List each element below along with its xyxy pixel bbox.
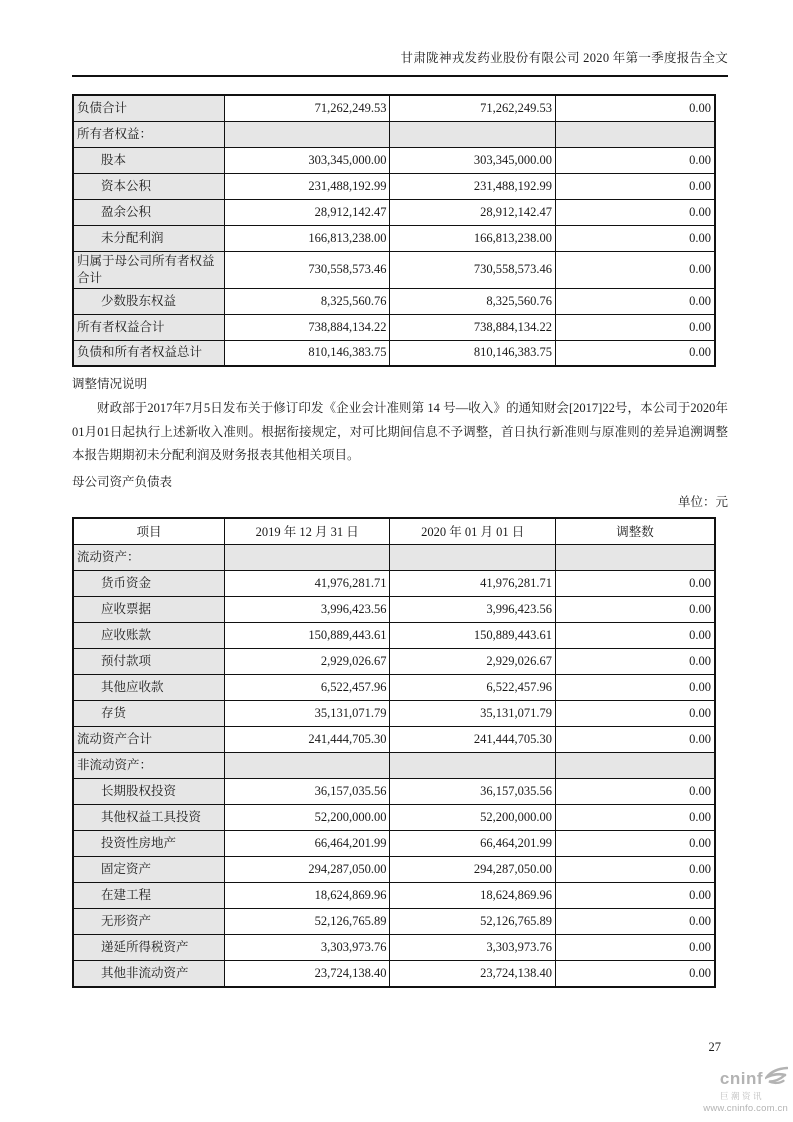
value-cell: 18,624,869.96: [390, 883, 556, 909]
value-cell: 23,724,138.40: [390, 961, 556, 987]
value-cell: 241,444,705.30: [390, 727, 556, 753]
value-cell: 0.00: [555, 935, 715, 961]
value-cell: 0.00: [555, 225, 715, 251]
value-cell: 0.00: [555, 173, 715, 199]
value-cell: 8,325,560.76: [390, 288, 556, 314]
value-cell: [390, 121, 556, 147]
value-cell: 52,200,000.00: [390, 805, 556, 831]
row-label: 投资性房地产: [73, 831, 224, 857]
value-cell: 810,146,383.75: [224, 340, 390, 366]
value-cell: 0.00: [555, 623, 715, 649]
value-cell: 35,131,071.79: [224, 701, 390, 727]
value-cell: 0.00: [555, 571, 715, 597]
column-header: 调整数: [555, 518, 715, 545]
table-row: [73, 649, 715, 675]
row-label: 其他应收款: [73, 675, 224, 701]
row-label: 其他非流动资产: [73, 961, 224, 987]
table-row: [73, 623, 715, 649]
row-label: 货币资金: [73, 571, 224, 597]
value-cell: 36,157,035.56: [224, 779, 390, 805]
row-label: 非流动资产：: [73, 753, 224, 779]
value-cell: 2,929,026.67: [390, 649, 556, 675]
table-row: [73, 288, 715, 314]
row-label: 存货: [73, 701, 224, 727]
row-label: 负债合计: [73, 95, 224, 121]
table-row: [73, 727, 715, 753]
table-row: [73, 314, 715, 340]
value-cell: 23,724,138.40: [224, 961, 390, 987]
value-cell: 0.00: [555, 314, 715, 340]
adjustment-note-paragraph: 财政部于2017年7月5日发布关于修订印发《企业会计准则第 14 号—收入》的通知财会[2017]22号，本公司于2020年01月01日起执行上述新收入准则。根据衔接规定，对可比期间信息不予调整，首日执行新准则与原准则的差异追溯调整本报告期期初未分配利润及财务报表其他相关项目。: [72, 401, 728, 462]
value-cell: 28,912,142.47: [390, 199, 556, 225]
value-cell: [224, 753, 390, 779]
table-row: [73, 199, 715, 225]
value-cell: 0.00: [555, 147, 715, 173]
row-label: 所有者权益合计: [73, 314, 224, 340]
table-row: [73, 935, 715, 961]
row-label: 流动资产合计: [73, 727, 224, 753]
table-row: [73, 225, 715, 251]
row-label: 其他权益工具投资: [73, 805, 224, 831]
cninfo-logo-text: cninf: [719, 1068, 763, 1088]
table-row: [73, 173, 715, 199]
parent-balance-sheet-body: [73, 545, 715, 987]
table-row: [73, 571, 715, 597]
value-cell: 150,889,443.61: [224, 623, 390, 649]
row-label: 归属于母公司所有者权益合计: [73, 251, 224, 288]
page-number: 27: [708, 1040, 721, 1054]
value-cell: 0.00: [555, 675, 715, 701]
table-row: [73, 779, 715, 805]
adjustment-note-title: 调整情况说明: [72, 377, 148, 391]
value-cell: 0.00: [555, 340, 715, 366]
value-cell: 294,287,050.00: [390, 857, 556, 883]
value-cell: 0.00: [555, 779, 715, 805]
value-cell: 0.00: [555, 805, 715, 831]
value-cell: 41,976,281.71: [224, 571, 390, 597]
row-label: 预付款项: [73, 649, 224, 675]
cninfo-logo-url: www.cninfo.com.cn: [703, 1102, 788, 1114]
cninfo-logo-subtitle: 巨潮资讯: [719, 1091, 764, 1101]
unit-label: 单位：元: [677, 494, 728, 509]
value-cell: 8,325,560.76: [224, 288, 390, 314]
report-header-title: 甘肃陇神戎发药业股份有限公司 2020 年第一季度报告全文: [400, 51, 728, 65]
value-cell: 0.00: [555, 909, 715, 935]
parent-balance-sheet-table: [72, 517, 716, 988]
value-cell: 52,126,765.89: [390, 909, 556, 935]
value-cell: 303,345,000.00: [390, 147, 556, 173]
value-cell: 294,287,050.00: [224, 857, 390, 883]
row-label: 流动资产：: [73, 545, 224, 571]
value-cell: 52,200,000.00: [224, 805, 390, 831]
value-cell: [390, 545, 556, 571]
value-cell: 150,889,443.61: [390, 623, 556, 649]
value-cell: [555, 121, 715, 147]
value-cell: 3,996,423.56: [390, 597, 556, 623]
cninfo-swirl-icon: [765, 1066, 788, 1090]
table-row: [73, 961, 715, 987]
value-cell: 0.00: [555, 649, 715, 675]
value-cell: 71,262,249.53: [224, 95, 390, 121]
parent-balance-sheet-title: 母公司资产负债表: [72, 474, 173, 489]
value-cell: 0.00: [555, 95, 715, 121]
value-cell: 0.00: [555, 727, 715, 753]
value-cell: 738,884,134.22: [224, 314, 390, 340]
cninfo-logo: [703, 1066, 788, 1113]
value-cell: 0.00: [555, 288, 715, 314]
consolidated-balance-sheet-body: [73, 95, 715, 366]
column-header: 项目: [73, 518, 224, 545]
row-label: 所有者权益：: [73, 121, 224, 147]
table-row: [73, 805, 715, 831]
value-cell: 810,146,383.75: [390, 340, 556, 366]
table-row: [73, 883, 715, 909]
value-cell: 66,464,201.99: [224, 831, 390, 857]
column-header: 2020 年 01 月 01 日: [390, 518, 556, 545]
row-label: 应收票据: [73, 597, 224, 623]
row-label: 应收账款: [73, 623, 224, 649]
value-cell: [224, 121, 390, 147]
value-cell: 241,444,705.30: [224, 727, 390, 753]
cninfo-logo-row: [703, 1066, 788, 1090]
row-label: 固定资产: [73, 857, 224, 883]
value-cell: 6,522,457.96: [390, 675, 556, 701]
section-row: [73, 753, 715, 779]
value-cell: [555, 545, 715, 571]
consolidated-balance-sheet-table: [72, 94, 716, 367]
table-row: [73, 701, 715, 727]
value-cell: 41,976,281.71: [390, 571, 556, 597]
table-row: [73, 857, 715, 883]
value-cell: [390, 753, 556, 779]
value-cell: 6,522,457.96: [224, 675, 390, 701]
value-cell: 730,558,573.46: [224, 251, 390, 288]
value-cell: [224, 545, 390, 571]
row-label: 无形资产: [73, 909, 224, 935]
value-cell: 3,996,423.56: [224, 597, 390, 623]
value-cell: 0.00: [555, 597, 715, 623]
table-row: [73, 675, 715, 701]
section-row: [73, 545, 715, 571]
value-cell: 18,624,869.96: [224, 883, 390, 909]
value-cell: 35,131,071.79: [390, 701, 556, 727]
value-cell: 166,813,238.00: [224, 225, 390, 251]
value-cell: 3,303,973.76: [390, 935, 556, 961]
value-cell: 0.00: [555, 251, 715, 288]
header-divider: [72, 75, 728, 77]
row-label: 股本: [73, 147, 224, 173]
value-cell: 231,488,192.99: [390, 173, 556, 199]
row-label: 少数股东权益: [73, 288, 224, 314]
value-cell: 0.00: [555, 857, 715, 883]
table-row: [73, 251, 715, 288]
value-cell: 28,912,142.47: [224, 199, 390, 225]
row-label: 递延所得税资产: [73, 935, 224, 961]
column-header: 2019 年 12 月 31 日: [224, 518, 390, 545]
table-row: [73, 909, 715, 935]
row-label: 长期股权投资: [73, 779, 224, 805]
table-row: [73, 147, 715, 173]
value-cell: 71,262,249.53: [390, 95, 556, 121]
row-label: 盈余公积: [73, 199, 224, 225]
row-label: 在建工程: [73, 883, 224, 909]
parent-balance-sheet-header-row: [73, 518, 715, 545]
value-cell: 303,345,000.00: [224, 147, 390, 173]
value-cell: 738,884,134.22: [390, 314, 556, 340]
value-cell: 0.00: [555, 961, 715, 987]
section-row: [73, 121, 715, 147]
row-label: 资本公积: [73, 173, 224, 199]
table-row: [73, 95, 715, 121]
table-row: [73, 340, 715, 366]
value-cell: 52,126,765.89: [224, 909, 390, 935]
value-cell: 2,929,026.67: [224, 649, 390, 675]
value-cell: 0.00: [555, 701, 715, 727]
table-row: [73, 597, 715, 623]
value-cell: [555, 753, 715, 779]
value-cell: 3,303,973.76: [224, 935, 390, 961]
row-label: 负债和所有者权益总计: [73, 340, 224, 366]
value-cell: 36,157,035.56: [390, 779, 556, 805]
table-row: [73, 831, 715, 857]
value-cell: 166,813,238.00: [390, 225, 556, 251]
row-label: 未分配利润: [73, 225, 224, 251]
value-cell: 0.00: [555, 199, 715, 225]
value-cell: 730,558,573.46: [390, 251, 556, 288]
value-cell: 0.00: [555, 831, 715, 857]
value-cell: 231,488,192.99: [224, 173, 390, 199]
value-cell: 66,464,201.99: [390, 831, 556, 857]
value-cell: 0.00: [555, 883, 715, 909]
